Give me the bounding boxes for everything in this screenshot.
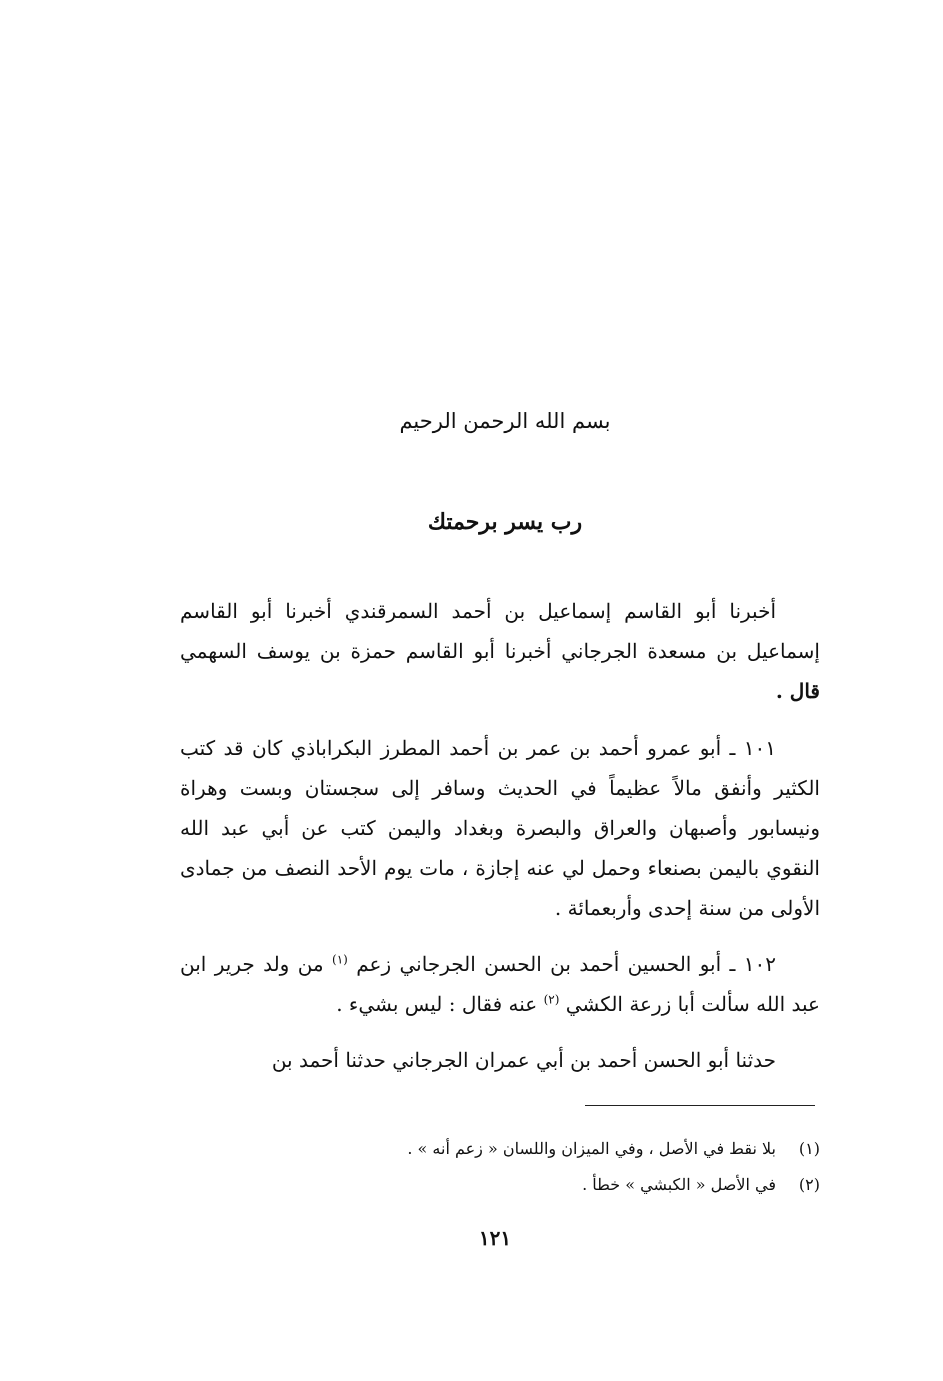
entry-102-part2: من ولد جرير ابن عبد الله سألت أبا زرعة الكشي [180, 952, 820, 1016]
isnad-end-text: قال . [775, 679, 820, 703]
invocation-heading: رب يسر برحمتك [427, 509, 583, 535]
footnote-1 [300, 1136, 820, 1162]
entry-101-paragraph: ١٠١ ـ أبو عمرو أحمد بن عمر بن أحمد المطرز البكراباذي كان قد كتب الكثير وأنفق مالاً عظيماً في الحديث وسافر إلى سجستان وبست وهراة ونيسابور وأصبهان والعراق والبصرة وبغداد واليمن كتب عن أبي عبد الله النقوي باليمن بصنعاء وحمل لي عنه إجازة ، مات يوم الأحد النصف من جمادى الأولى من سنة إحدى وأربعمائة . [180, 736, 820, 920]
isnad-paragraph [180, 591, 820, 711]
haddathana-paragraph: حدثنا أبو الحسن أحمد بن أبي عمران الجرجاني حدثنا أحمد بن [271, 1048, 776, 1072]
entry-102-part1: ١٠٢ ـ أبو الحسين أحمد بن الحسن الجرجاني زعم [356, 952, 777, 976]
footnote-1-number: (١) [798, 1139, 820, 1158]
isnad-text: أخبرنا أبو القاسم إسماعيل بن أحمد السمرقندي أخبرنا أبو القاسم إسماعيل بن مسعدة الجرجاني أخبرنا أبو القاسم حمزة بن يوسف السهمي [180, 599, 820, 663]
footnote-ref-2: (٢) [543, 992, 560, 1007]
footnote-2-number: (٢) [798, 1175, 820, 1194]
footnote-ref-1: (١) [332, 952, 348, 967]
footnote-1-text: بلا نقط في الأصل ، وفي الميزان واللسان « زعم أنه » . [407, 1139, 776, 1158]
entry-102-part3: عنه فقال : ليس بشيء . [336, 992, 538, 1016]
entry-102-paragraph [180, 944, 820, 1024]
page-number: ١٢١ [478, 1226, 512, 1250]
footnote-divider [585, 1105, 815, 1106]
footnote-2 [300, 1172, 820, 1198]
footnote-2-text: في الأصل « الكبشي » خطأ . [582, 1175, 776, 1194]
basmala-heading: بسم الله الرحمن الرحيم [399, 409, 611, 433]
